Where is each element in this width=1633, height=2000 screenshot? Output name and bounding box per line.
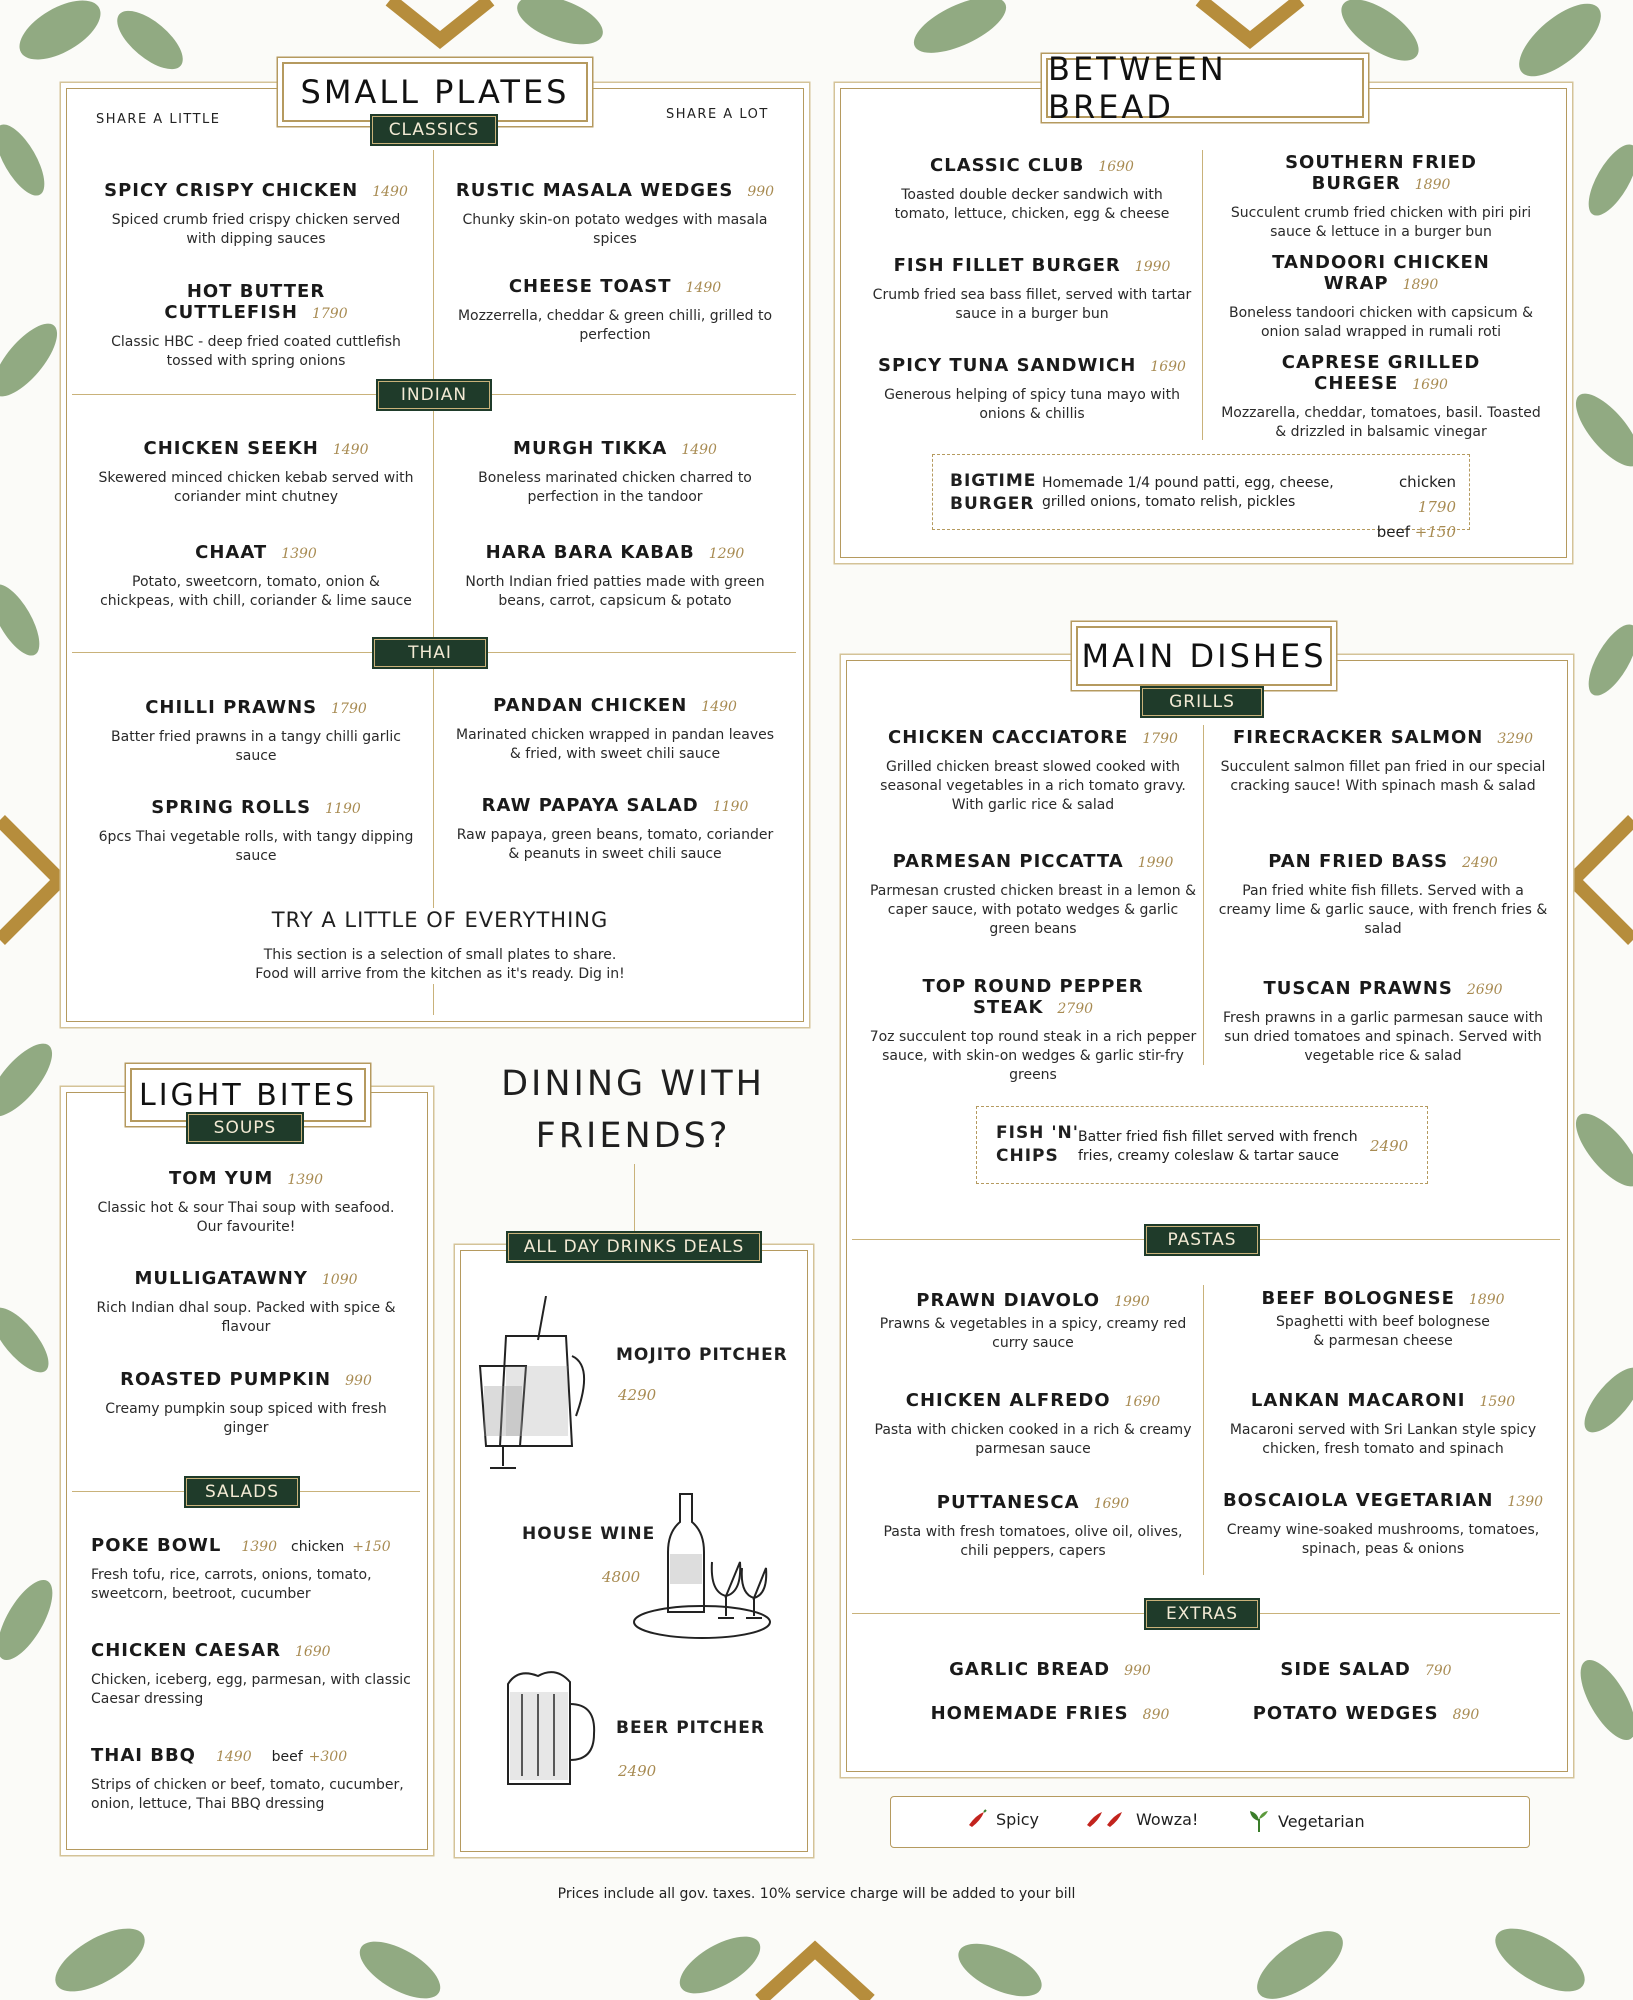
drink-name: BEER PITCHER — [616, 1718, 765, 1738]
item-name: FIRECRACKER SALMON — [1232, 727, 1484, 748]
small-plates-divider — [433, 150, 434, 1015]
item-desc: Pasta with chicken cooked in a rich & creamy parmesan sauce — [874, 1422, 1192, 1457]
menu-item — [96, 180, 416, 249]
menu-item — [1216, 252, 1546, 342]
item-desc: Potato, sweetcorn, tomato, onion & chickpeas, with chill, coriander & lime sauce — [100, 574, 412, 609]
item-price: 1090 — [321, 1272, 358, 1288]
soups-tag — [188, 1114, 302, 1142]
menu-item — [455, 438, 775, 507]
item-price: 1290 — [708, 546, 745, 562]
item-desc: Pan fried white fish fillets. Served with a creamy lime & garlic sauce, with french fries & salad — [1218, 883, 1548, 937]
item-desc: Spaghetti with beef bolognese & parmesan cheese — [1276, 1314, 1490, 1349]
menu-item — [1216, 352, 1546, 442]
fish-chips-name-line2: CHIPS — [996, 1146, 1059, 1166]
item-extra-price: +300 — [308, 1749, 348, 1765]
main-dishes-title — [1076, 626, 1332, 686]
item-desc: Raw papaya, green beans, tomato, coriander & peanuts in sweet chili sauce — [456, 827, 774, 862]
menu-item — [96, 1168, 396, 1237]
double-chili-icon — [1084, 1809, 1128, 1829]
item-name: THAI BBQ — [91, 1745, 196, 1766]
item-name: CLASSIC CLUB — [930, 155, 1085, 176]
extra-item — [900, 1703, 1200, 1724]
menu-item — [96, 1369, 396, 1438]
item-price: 1890 — [1402, 277, 1439, 293]
fish-chips-name — [996, 1122, 1079, 1168]
item-price: 3290 — [1497, 731, 1533, 747]
item-desc: Fresh prawns in a garlic parmesan sauce with sun dried tomatoes and spinach. Served with vegetable rice & salad — [1222, 1010, 1544, 1064]
item-price: 1490 — [215, 1749, 252, 1765]
classics-tag-text: CLASSICS — [388, 120, 480, 140]
between-bread-title — [1046, 50, 1364, 126]
item-name: POTATO WEDGES — [1252, 1703, 1439, 1724]
small-plates-title-text: SMALL PLATES — [300, 73, 570, 111]
item-name: SIDE SALAD — [1280, 1659, 1411, 1680]
item-price: 1490 — [685, 280, 722, 296]
item-price: 1490 — [681, 442, 717, 458]
item-price: 1390 — [287, 1172, 323, 1188]
bigtime-chicken-label: chicken — [1398, 473, 1456, 491]
item-desc: Generous helping of spicy tuna mayo with onions & chillis — [884, 387, 1180, 422]
item-price: 890 — [1452, 1707, 1480, 1723]
item-price: 1190 — [712, 799, 749, 815]
between-bread-title-text: BETWEEN BREAD — [1048, 50, 1227, 126]
bigtime-chicken-price: 1790 — [1417, 498, 1456, 516]
salads-tag-text: SALADS — [204, 1482, 280, 1502]
item-price: 2790 — [1057, 1001, 1094, 1017]
thai-tag-text: THAI — [408, 643, 452, 663]
bigtime-name-line2: BURGER — [950, 494, 1035, 514]
extras-tag-text: EXTRAS — [1165, 1604, 1239, 1624]
bigtime-name-line1: BIGTIME — [950, 471, 1037, 491]
item-price: 1890 — [1414, 177, 1451, 193]
menu-item — [1218, 978, 1548, 1066]
item-price: 890 — [1142, 1707, 1170, 1723]
item-price: 990 — [1124, 1663, 1151, 1679]
item-price: 1990 — [1134, 259, 1171, 275]
item-name: GARLIC BREAD — [949, 1659, 1111, 1680]
classics-tag — [372, 116, 496, 144]
item-desc: Strips of chicken or beef, tomato, cucumber, onion, lettuce, Thai BBQ dressing — [91, 1777, 404, 1812]
fish-chips-price: 2490 — [1370, 1137, 1409, 1155]
item-price: 1690 — [1124, 1394, 1161, 1410]
item-price: 1190 — [325, 801, 361, 817]
item-name: SPRING ROLLS — [151, 797, 312, 818]
small-plates-title — [282, 62, 588, 122]
item-price: 1390 — [1507, 1494, 1544, 1510]
item-desc: Boneless tandoori chicken with capsicum & onion salad wrapped in rumali roti — [1228, 305, 1534, 340]
item-price: 1790 — [1142, 731, 1178, 747]
item-name: CHILLI PRAWNS — [145, 697, 318, 718]
item-price: 1690 — [1098, 159, 1134, 175]
item-price: 1490 — [701, 699, 737, 715]
item-name: HOT BUTTER CUTTLEFISH — [164, 281, 326, 323]
grills-divider — [1203, 725, 1204, 1065]
item-name: PUTTANESCA — [936, 1492, 1080, 1513]
salad-item — [91, 1535, 411, 1604]
menu-item — [868, 1492, 1198, 1561]
item-desc: Pasta with fresh tomatoes, olive oil, olives, chili peppers, capers — [883, 1524, 1183, 1559]
item-desc: Mozzerrella, cheddar & green chilli, grilled to perfection — [457, 308, 773, 343]
drinks-heading-line1: DINING WITH — [501, 1064, 765, 1104]
legend-vegetarian — [1248, 1809, 1365, 1833]
drink-price: 2490 — [618, 1762, 657, 1780]
light-bites-title-text: LIGHT BITES — [139, 1077, 357, 1113]
pastas-divider — [1203, 1285, 1204, 1575]
bigtime-desc: Homemade 1/4 pound patti, egg, cheese, grilled onions, tomato relish, pickles — [1042, 475, 1334, 510]
item-price: 2690 — [1466, 982, 1503, 998]
item-desc: Succulent crumb fried chicken with piri piri sauce & lettuce in a burger bun — [1230, 205, 1532, 240]
menu-item — [96, 281, 416, 371]
item-price: 990 — [345, 1373, 372, 1389]
item-name: CHAAT — [195, 542, 268, 563]
item-price: 1790 — [311, 306, 348, 322]
item-desc: Parmesan crusted chicken breast in a lemon & caper sauce, with potato wedges & garlic green beans — [869, 883, 1197, 937]
item-name: RAW PAPAYA SALAD — [481, 795, 699, 816]
item-name: CAPRESE GRILLED CHEESE — [1281, 352, 1481, 394]
extra-item — [1216, 1703, 1516, 1724]
item-price: 1490 — [332, 442, 369, 458]
footer-note: Prices include all gov. taxes. 10% service charge will be added to your bill — [557, 1886, 1076, 1902]
menu-item — [868, 727, 1198, 815]
indian-tag — [378, 381, 490, 409]
item-name: PAN FRIED BASS — [1268, 851, 1449, 872]
grills-tag — [1142, 688, 1262, 716]
menu-item — [455, 695, 775, 764]
try-section — [250, 908, 630, 984]
drink-name: HOUSE WINE — [522, 1524, 656, 1544]
item-extra-price: +150 — [352, 1539, 391, 1555]
item-desc: Mozzarella, cheddar, tomatoes, basil. Toasted & drizzled in balsamic vinegar — [1221, 405, 1541, 440]
menu-item — [872, 155, 1192, 224]
mojito-pitcher-icon — [476, 1296, 600, 1476]
item-extra-label: chicken — [291, 1539, 345, 1555]
item-price: 1690 — [1150, 359, 1186, 375]
extra-item — [1216, 1659, 1516, 1680]
item-name: PRAWN DIAVOLO — [916, 1290, 1101, 1311]
item-name: TOP ROUND PEPPER STEAK — [922, 976, 1144, 1018]
menu-item — [96, 1268, 396, 1337]
soups-tag-text: SOUPS — [213, 1118, 277, 1138]
item-price: 1390 — [281, 546, 317, 562]
item-desc: Chunky skin-on potato wedges with masala spices — [462, 212, 768, 247]
share-little-label: SHARE A LITTLE — [96, 112, 221, 127]
item-name: BEEF BOLOGNESE — [1261, 1288, 1455, 1309]
legend-spicy — [966, 1809, 1039, 1829]
item-name: SPICY TUNA SANDWICH — [878, 355, 1137, 376]
item-desc: Boneless marinated chicken charred to perfection in the tandoor — [478, 470, 752, 505]
menu-item — [1218, 851, 1548, 939]
pastas-tag-text: PASTAS — [1167, 1230, 1237, 1250]
item-desc: Toasted double decker sandwich with tomato, lettuce, chicken, egg & cheese — [894, 187, 1170, 222]
item-desc: Succulent salmon fillet pan fried in our special cracking sauce! With spinach mash & salad — [1220, 759, 1546, 794]
item-desc: Grilled chicken breast slowed cooked with seasonal vegetables in a rich tomato gravy. With garlic rice & salad — [880, 759, 1186, 813]
item-price: 790 — [1424, 1663, 1452, 1679]
menu-item — [868, 851, 1198, 939]
legend-spicy-label: Spicy — [996, 1809, 1040, 1829]
drink-name: MOJITO PITCHER — [616, 1345, 788, 1365]
bigtime-beef-label: beef — [1376, 523, 1411, 541]
thai-tag — [374, 639, 486, 667]
item-name: HARA BARA KABAB — [485, 542, 695, 563]
item-name: SOUTHERN FRIED BURGER — [1285, 152, 1477, 194]
legend-vegetarian-label: Vegetarian — [1278, 1811, 1365, 1831]
try-title: TRY A LITTLE OF EVERYTHING — [271, 908, 609, 932]
menu-item — [1216, 152, 1546, 242]
item-name: TUSCAN PRAWNS — [1263, 978, 1453, 999]
item-name: MULLIGATAWNY — [134, 1268, 308, 1289]
drink-price: 4290 — [618, 1386, 657, 1404]
item-desc: Fresh tofu, rice, carrots, onions, tomato, sweetcorn, beetroot, cucumber — [91, 1567, 372, 1602]
item-desc: Rich Indian dhal soup. Packed with spice & flavour — [96, 1300, 396, 1335]
item-desc: 6pcs Thai vegetable rolls, with tangy dipping sauce — [98, 829, 414, 864]
drinks-heading — [468, 1058, 798, 1162]
item-desc: Creamy wine-soaked mushrooms, tomatoes, spinach, peas & onions — [1226, 1522, 1540, 1557]
try-desc: This section is a selection of small plates to share. Food will arrive from the kitchen as it's ready. Dig in! — [255, 947, 625, 982]
fish-chips-desc: Batter fried fish fillet served with french fries, creamy coleslaw & tartar sauce — [1078, 1129, 1358, 1164]
drinks-connector — [634, 1164, 635, 1234]
menu-item — [1218, 1288, 1548, 1351]
item-desc: Chicken, iceberg, egg, parmesan, with classic Caesar dressing — [91, 1672, 411, 1707]
extra-item — [900, 1659, 1200, 1680]
extras-tag — [1146, 1600, 1258, 1628]
item-name: LANKAN MACARONI — [1250, 1390, 1466, 1411]
item-name: FISH FILLET BURGER — [893, 255, 1121, 276]
item-desc: Prawns & vegetables in a spicy, creamy red curry sauce — [879, 1316, 1187, 1351]
drinks-heading-line2: FRIENDS? — [535, 1116, 731, 1156]
salad-item — [91, 1745, 421, 1814]
menu-item — [96, 542, 416, 611]
chili-icon — [966, 1809, 988, 1829]
item-price: 1390 — [241, 1539, 277, 1555]
item-price: 1790 — [331, 701, 367, 717]
salad-item — [91, 1640, 411, 1709]
item-desc: Skewered minced chicken kebab served with coriander mint chutney — [98, 470, 414, 505]
item-extra-label: beef — [271, 1749, 303, 1765]
item-price: 1690 — [1093, 1496, 1130, 1512]
item-name: TOM YUM — [169, 1168, 274, 1189]
menu-item — [96, 697, 416, 766]
menu-item — [872, 355, 1192, 424]
leaf-decoration-right — [1563, 100, 1633, 1900]
beer-mug-icon — [498, 1664, 598, 1794]
menu-item — [455, 276, 775, 345]
menu-item — [96, 797, 416, 866]
drink-price: 4800 — [602, 1568, 641, 1586]
item-desc: Creamy pumpkin soup spiced with fresh ginger — [105, 1401, 387, 1436]
bigtime-beef-price: +150 — [1414, 523, 1456, 541]
leaf-decoration-left — [0, 100, 70, 1900]
menu-item — [1218, 727, 1548, 796]
item-name: CHEESE TOAST — [508, 276, 672, 297]
item-price: 1890 — [1468, 1292, 1505, 1308]
item-desc: Classic hot & sour Thai soup with seafood. Our favourite! — [97, 1200, 395, 1235]
pastas-tag — [1146, 1226, 1258, 1254]
item-price: 1990 — [1137, 855, 1174, 871]
menu-item — [1218, 1390, 1548, 1459]
item-desc: North Indian fried patties made with green beans, carrot, capsicum & potato — [465, 574, 765, 609]
sprout-icon — [1248, 1809, 1270, 1833]
menu-item — [872, 255, 1192, 324]
drinks-tag-text: ALL DAY DRINKS DEALS — [523, 1237, 745, 1257]
item-name: CHICKEN CAESAR — [91, 1640, 281, 1661]
menu-item — [868, 1390, 1198, 1459]
menu-item — [868, 1290, 1198, 1353]
item-price: 1690 — [1412, 377, 1448, 393]
item-desc: 7oz succulent top round steak in a rich pepper sauce, with skin-on wedges & garlic stir-fry greens — [869, 1029, 1197, 1083]
item-name: BOSCAIOLA VEGETARIAN — [1222, 1490, 1494, 1511]
item-name: CHICKEN CACCIATORE — [888, 727, 1129, 748]
item-price: 2490 — [1462, 855, 1498, 871]
item-price: 1990 — [1114, 1294, 1150, 1310]
item-price: 1490 — [372, 184, 408, 200]
item-desc: Marinated chicken wrapped in pandan leaves & fried, with sweet chili sauce — [455, 727, 775, 762]
item-desc: Crumb fried sea bass fillet, served with tartar sauce in a burger bun — [872, 287, 1192, 322]
item-name: PANDAN CHICKEN — [493, 695, 688, 716]
item-price: 1690 — [294, 1644, 331, 1660]
item-name: CHICKEN ALFREDO — [905, 1390, 1111, 1411]
item-name: ROASTED PUMPKIN — [120, 1369, 332, 1390]
between-bread-divider — [1202, 150, 1203, 440]
item-name: HOMEMADE FRIES — [930, 1703, 1129, 1724]
item-desc: Classic HBC - deep fried coated cuttlefish tossed with spring onions — [111, 334, 401, 369]
item-name: MURGH TIKKA — [513, 438, 668, 459]
drinks-tag — [508, 1233, 760, 1261]
grills-tag-text: GRILLS — [1169, 692, 1235, 712]
main-dishes-title-text: MAIN DISHES — [1081, 637, 1327, 675]
item-name: POKE BOWL — [91, 1535, 222, 1556]
salads-tag — [186, 1478, 298, 1506]
item-name: CHICKEN SEEKH — [143, 438, 319, 459]
menu-item — [455, 180, 775, 249]
bigtime-name — [950, 470, 1036, 516]
item-name: SPICY CRISPY CHICKEN — [104, 180, 359, 201]
menu-item — [455, 542, 775, 611]
item-desc: Spiced crumb fried crispy chicken served with dipping sauces — [111, 212, 401, 247]
bigtime-prices — [1356, 470, 1456, 545]
menu-item — [868, 976, 1198, 1085]
item-desc: Batter fried prawns in a tangy chilli garlic sauce — [111, 729, 401, 764]
item-name: PARMESAN PICCATTA — [892, 851, 1124, 872]
menu-item — [455, 795, 775, 864]
menu-item — [1218, 1490, 1548, 1559]
wine-bottle-icon — [630, 1492, 774, 1642]
item-price: 990 — [747, 184, 775, 200]
fish-chips-name-line1: FISH 'N' — [996, 1123, 1079, 1143]
item-name: RUSTIC MASALA WEDGES — [455, 180, 734, 201]
legend-wowza — [1084, 1809, 1198, 1829]
indian-tag-text: INDIAN — [400, 385, 468, 405]
item-name: TANDOORI CHICKEN WRAP — [1272, 252, 1490, 294]
item-desc: Macaroni served with Sri Lankan style spicy chicken, fresh tomato and spinach — [1229, 1422, 1537, 1457]
share-lot-label: SHARE A LOT — [666, 107, 769, 122]
item-price: 1590 — [1479, 1394, 1516, 1410]
legend-wowza-label: Wowza! — [1136, 1809, 1199, 1829]
menu-item — [96, 438, 416, 507]
